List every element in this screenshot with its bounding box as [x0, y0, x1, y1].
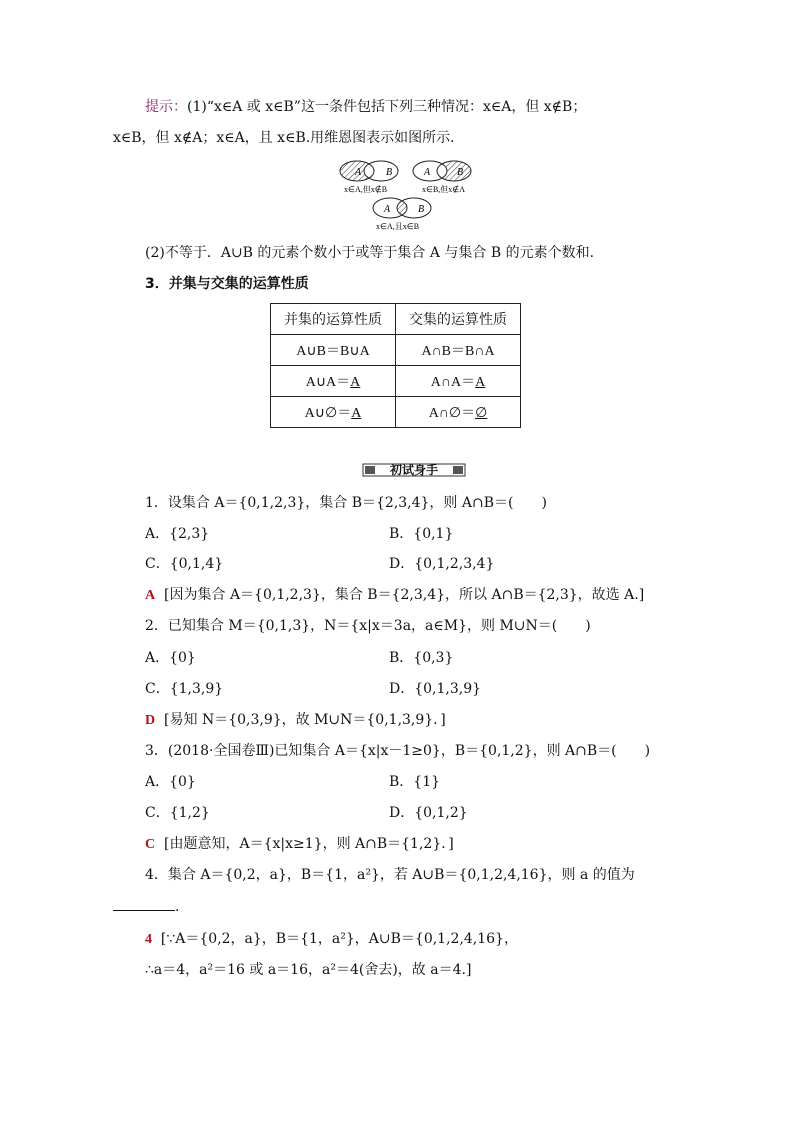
- q2-stem: 2．已知集合 M＝{0,1,3}，N＝{x|x＝3a，a∈M}，则 M∪N＝( ): [145, 618, 591, 634]
- q4-answer-value: 4: [145, 932, 152, 947]
- hint-text-1: (1)“x∈A 或 x∈B”这一条件包括下列三种情况：x∈A，但 x∉B；: [187, 99, 587, 115]
- q1-option-b: B．{0,1}: [389, 526, 454, 542]
- q3-answer-letter: C: [145, 837, 156, 852]
- table-cell: A∪∅＝A: [271, 397, 396, 428]
- hint-line-1: [145, 97, 586, 117]
- q3-explanation: [由题意知，A＝{x|x≥1}，则 A∩B＝{1,2}．]: [164, 836, 454, 852]
- venn3-caption: x∈A,且x∈B: [376, 222, 420, 231]
- table-cell: A∪B＝B∪A: [271, 335, 396, 366]
- table-row: [271, 335, 521, 366]
- venn3-label-a: A: [384, 204, 391, 215]
- q1-option-a: A．{2,3}: [145, 526, 210, 542]
- q2-answer-letter: D: [145, 713, 156, 728]
- table-row: [271, 366, 521, 397]
- q2-option-b: B．{0,3}: [389, 650, 454, 666]
- section-3-title-text: 3．并集与交集的运算性质: [145, 276, 309, 292]
- table-cell: A∪A＝A: [271, 366, 396, 397]
- table-cell: A∩A＝A: [396, 366, 521, 397]
- hint-label: 提示：: [145, 99, 187, 115]
- q3-option-a: A．{0}: [145, 774, 196, 790]
- q3-option-d: D．{0,1,2}: [389, 805, 468, 821]
- q2-explanation: [易知 N＝{0,3,9}，故 M∪N＝{0,1,3,9}．]: [164, 712, 446, 728]
- section-3-title: [145, 274, 309, 294]
- venn-a-and-b: [373, 198, 431, 231]
- venn1-label-a: A: [355, 167, 362, 178]
- venn2-caption: x∈B,但x∉A: [422, 185, 466, 194]
- q4-answer: [145, 929, 518, 950]
- venn1-label-b: B: [386, 167, 393, 178]
- table-cell: A∩B＝B∩A: [396, 335, 521, 366]
- venn2-label-a: A: [424, 167, 431, 178]
- venn-diagrams: [330, 158, 500, 234]
- table-cell: A∩∅＝∅: [396, 397, 521, 428]
- q2-option-a: A．{0}: [145, 650, 196, 666]
- table-header-union: 并集的运算性质: [271, 304, 396, 335]
- q2-answer: [145, 710, 446, 731]
- q4-answer-blank: [113, 896, 175, 911]
- q2-option-c: C．{1,3,9}: [145, 681, 224, 697]
- q2-option-d: D．{0,1,3,9}: [389, 681, 482, 697]
- q4-blank-line: [113, 896, 179, 917]
- q3-option-b: B．{1}: [389, 774, 441, 790]
- section-banner-text: 初试身手: [389, 463, 438, 477]
- section-banner: [362, 462, 466, 478]
- venn1-caption: x∈A,但x∉B: [344, 185, 388, 194]
- venn-a-not-b: [340, 161, 398, 194]
- table-header-row: [271, 304, 521, 335]
- operation-properties-table: [270, 303, 521, 428]
- q3-answer: [145, 834, 454, 855]
- venn3-label-b: B: [418, 204, 425, 215]
- q1-option-d: D．{0,1,2,3,4}: [389, 556, 495, 572]
- q1-option-c: C．{0,1,4}: [145, 556, 224, 572]
- q1-answer-letter: A: [145, 588, 156, 603]
- q1-answer: [145, 585, 644, 606]
- q4-stem-end: .: [175, 899, 180, 915]
- q4-stem: 4．集合 A＝{0,2，a}，B＝{1，a²}，若 A∪B＝{0,1,2,4,16}，则 a 的值为: [145, 867, 635, 883]
- q4-explanation-2: ∴a＝4，a²＝16 或 a＝16，a²＝4(舍去)，故 a＝4.]: [145, 962, 472, 978]
- table-header-intersection: 交集的运算性质: [396, 304, 521, 335]
- venn2-label-b: B: [457, 167, 464, 178]
- venn-b-not-a: [413, 161, 471, 194]
- hint-line-2: x∈B，但 x∉A；x∈A，且 x∈B.用维恩图表示如图所示．: [113, 130, 465, 146]
- hint-line-3: (2)不等于．A∪B 的元素个数小于或等于集合 A 与集合 B 的元素个数和．: [145, 245, 604, 261]
- q3-option-c: C．{1,2}: [145, 805, 210, 821]
- q1-explanation: [因为集合 A＝{0,1,2,3}，集合 B＝{2,3,4}，所以 A∩B＝{2,3}，故选 A.]: [164, 587, 645, 603]
- q3-stem: 3．(2018·全国卷Ⅲ)已知集合 A＝{x|x－1≥0}，B＝{0,1,2}，则 A∩B＝( ): [145, 743, 651, 759]
- q1-stem: 1．设集合 A＝{0,1,2,3}，集合 B＝{2,3,4}，则 A∩B＝( ): [145, 495, 547, 511]
- q4-explanation-1: [∵A＝{0,2，a}，B＝{1，a²}，A∪B＝{0,1,2,4,16}，: [160, 931, 518, 947]
- table-row: [271, 397, 521, 428]
